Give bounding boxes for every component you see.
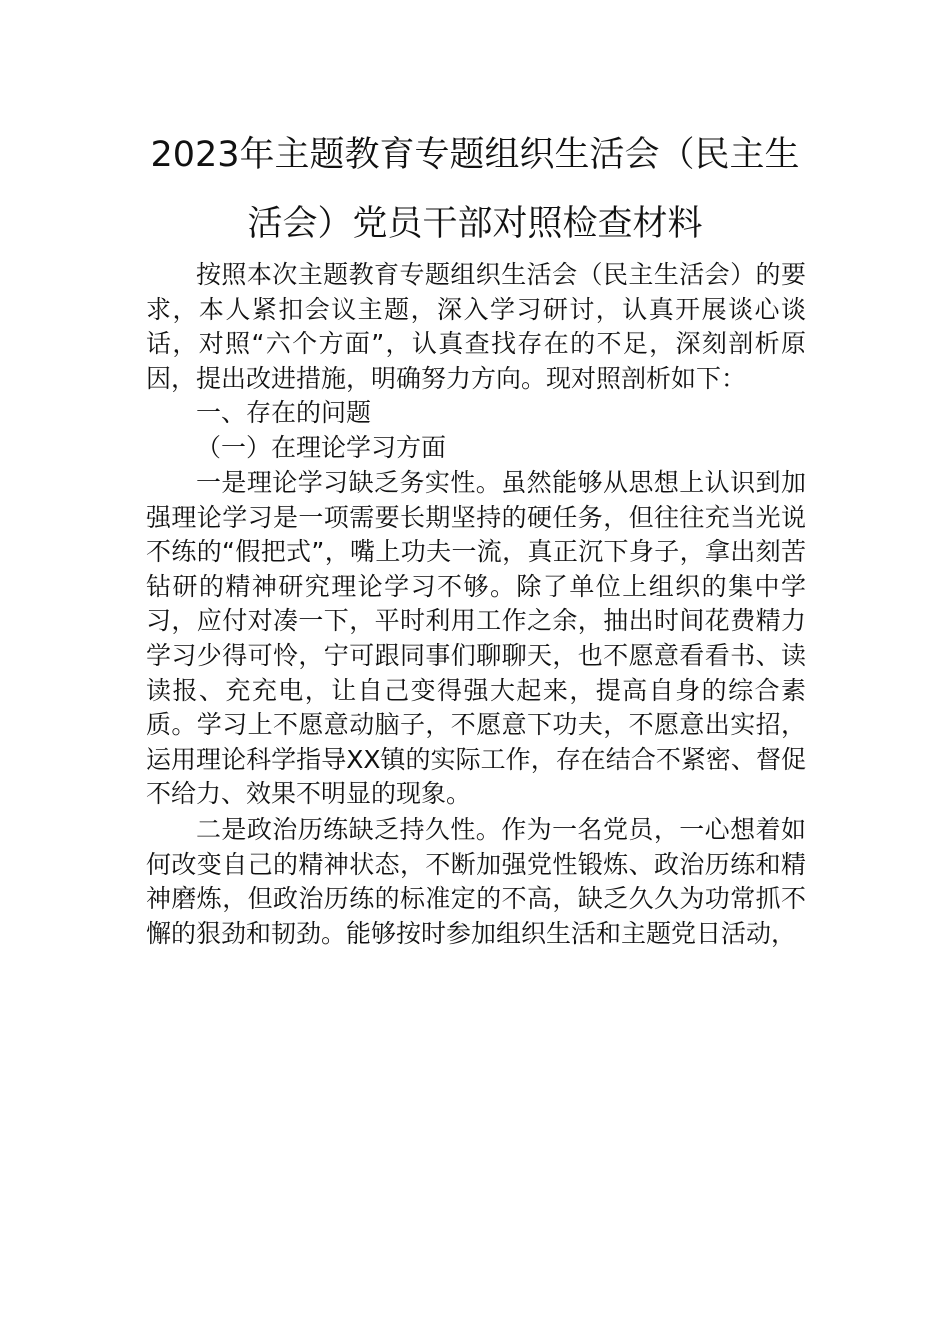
subsection-heading: （一）在理论学习方面 [196,433,447,462]
section-heading: 一、存在的问题 [196,398,372,427]
paragraph-theory-study: 一是理论学习缺乏务实性。虽然能够从思想上认识到加强理论学习是一项需要长期坚持的硬任务，但往往充当光说不练的“假把式”，嘴上功夫一流，真正沉下身子，拿出刻苦钻研的精神研究理论学习不够。除了单位上组织的集中学习，应付对凑一下，平时利用工作之余，抽出时间花费精力学习少得可怜，宁可跟同事们聊聊天，也不愿意看看书、读读报、充充电，让自己变得强大起来，提高自身的综合素质。学习上不愿意动脑子，不愿意下功夫，不愿意出实招，运用理论科学指导XX镇的实际工作，存在结合不紧密、督促不给力、效果不明显的现象。 [146,468,806,809]
document-title-line-2: 活会）党员干部对照检查材料 [247,204,703,244]
intro-paragraph: 按照本次主题教育专题组织生活会（民主生活会）的要求，本人紧扣会议主题，深入学习研讨，认真开展谈心谈话，对照“六个方面”，认真查找存在的不足，深刻剖析原因，提出改进措施，明确努力方向。现对照剖析如下： [146,260,806,393]
document-title-line-1: 2023年主题教育专题组织生活会（民主生 [150,135,800,175]
paragraph-political-training: 二是政治历练缺乏持久性。作为一名党员，一心想着如何改变自己的精神状态，不断加强党性锻炼、政治历练和精神磨炼，但政治历练的标准定的不高，缺乏久久为功常抓不懈的狠劲和韧劲。能够按时参加组织生活和主题党日活动， [146,815,806,948]
